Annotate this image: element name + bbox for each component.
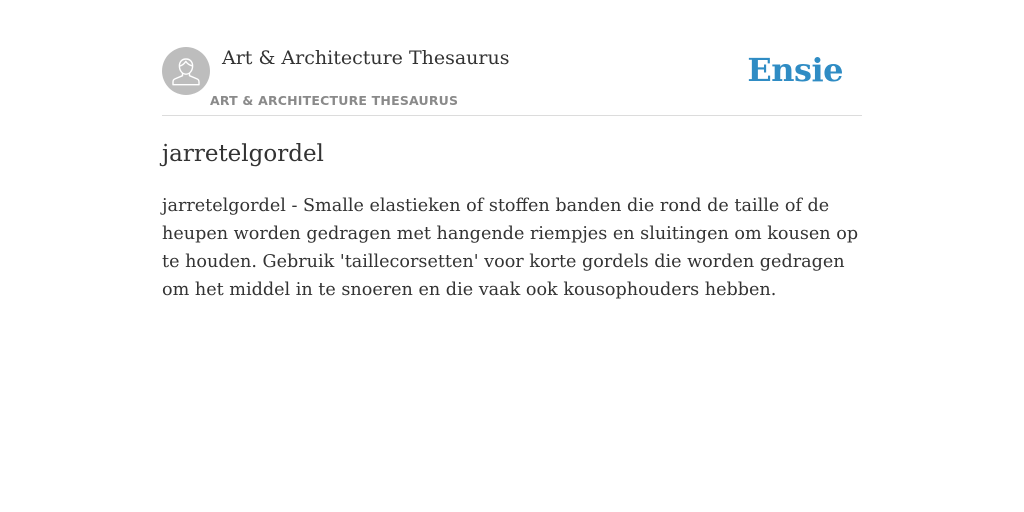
author-name[interactable]: Art & Architecture Thesaurus	[222, 47, 510, 69]
entry-definition: jarretelgordel - Smalle elastieken of stoffen banden die rond de taille of de heupen worden gedragen met hangende riempjes en sluitingen om kousen op te houden. Gebruik 'taillecorsetten' voor korte gordels die worden gedragen om het middel in te snoeren en die vaak ook kousophouders hebben.	[162, 196, 859, 300]
ensie-logo[interactable]: Ensie	[747, 51, 843, 89]
author-subtitle: ART & ARCHITECTURE THESAURUS	[210, 93, 459, 108]
header	[162, 40, 862, 116]
avatar[interactable]	[162, 47, 210, 95]
entry-title: jarretelgordel	[162, 141, 324, 167]
user-avatar-icon	[162, 47, 210, 95]
